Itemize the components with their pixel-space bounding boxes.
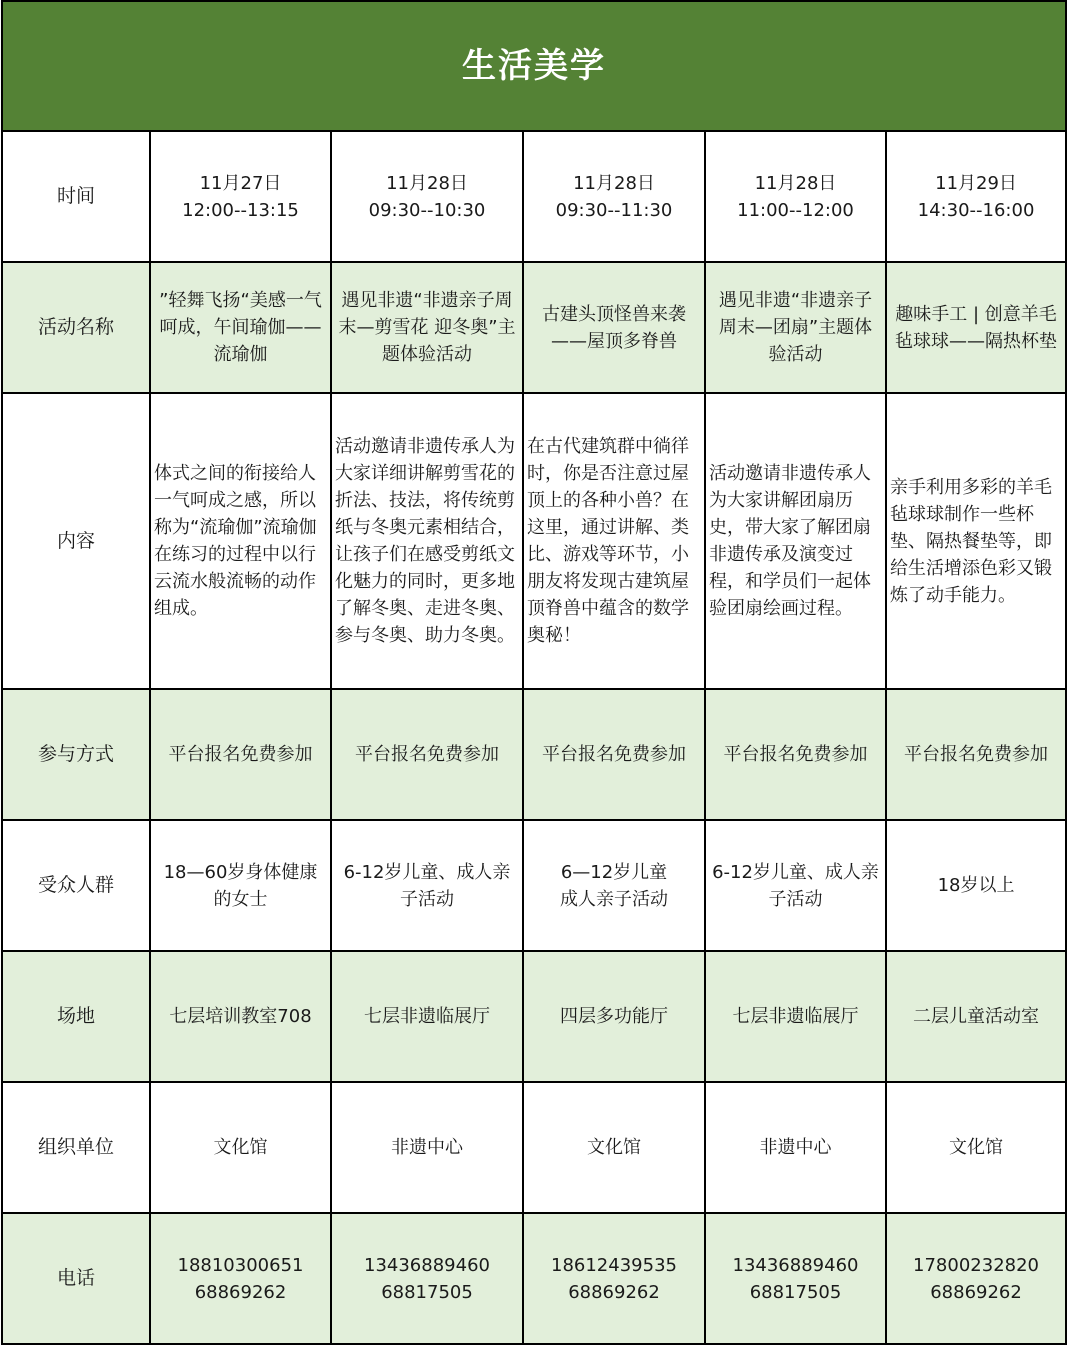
audience-cell: 6-12岁儿童、成人亲子活动: [705, 820, 886, 951]
audience-line: 成人亲子活动: [560, 888, 668, 910]
venue-cell: 七层非遗临展厅: [705, 951, 886, 1082]
name-row: [2, 262, 1066, 393]
activity-name-cell: 遇见非遗“非遗亲子周末—剪雪花 迎冬奥”主题体验活动: [331, 262, 523, 393]
time-cell: [886, 131, 1066, 262]
participation-cell: 平台报名免费参加: [705, 689, 886, 820]
row-label-name: 活动名称: [2, 262, 150, 393]
activity-name-cell: 古建头顶怪兽来袭——屋顶多脊兽: [523, 262, 705, 393]
organizer-cell: 文化馆: [150, 1082, 331, 1213]
phone-number: 68817505: [381, 1281, 473, 1303]
date-text: 11月29日: [935, 172, 1017, 194]
row-label-venue: 场地: [2, 951, 150, 1082]
venue-cell: 四层多功能厅: [523, 951, 705, 1082]
row-label-phone: 电话: [2, 1213, 150, 1344]
row-label-time: 时间: [2, 131, 150, 262]
time-text: 11:00--12:00: [737, 199, 854, 221]
time-text: 09:30--10:30: [368, 199, 486, 221]
organizer-cell: 非遗中心: [705, 1082, 886, 1213]
phone-number: 17800232820: [913, 1254, 1040, 1276]
phone-cell: [150, 1213, 331, 1344]
activity-name-cell: 遇见非遗“非遗亲子周末—团扇”主题体验活动: [705, 262, 886, 393]
phone-cell: [523, 1213, 705, 1344]
phone-number: 68869262: [930, 1281, 1022, 1303]
participation-cell: 平台报名免费参加: [886, 689, 1066, 820]
date-text: 11月27日: [199, 172, 282, 194]
audience-cell: [523, 820, 705, 951]
time-cell: [150, 131, 331, 262]
time-cell: [523, 131, 705, 262]
venue-cell: 二层儿童活动室: [886, 951, 1066, 1082]
phone-number: 13436889460: [732, 1254, 859, 1276]
audience-line: 6—12岁儿童: [560, 861, 668, 883]
time-row: [2, 131, 1066, 262]
content-cell: 在古代建筑群中徜徉时，你是否注意过屋顶上的各种小兽？在这里，通过讲解、类比、游戏等环节，小朋友将发现古建筑屋顶脊兽中蕴含的数学奥秘！: [523, 393, 705, 689]
audience-cell: 18—60岁身体健康的女士: [150, 820, 331, 951]
participation-cell: 平台报名免费参加: [331, 689, 523, 820]
phone-cell: [331, 1213, 523, 1344]
participation-row: [2, 689, 1066, 820]
phone-cell: [886, 1213, 1066, 1344]
date-text: 11月28日: [386, 172, 468, 194]
phone-number: 18612439535: [551, 1254, 677, 1276]
phone-number: 68869262: [194, 1281, 287, 1303]
venue-cell: 七层培训教室708: [150, 951, 331, 1082]
phone-number: 13436889460: [364, 1254, 490, 1276]
participation-cell: 平台报名免费参加: [150, 689, 331, 820]
audience-cell: 6-12岁儿童、成人亲子活动: [331, 820, 523, 951]
phone-number: 18810300651: [177, 1254, 304, 1276]
content-cell: 活动邀请非遗传承人为大家讲解团扇历史，带大家了解团扇非遗传承及演变过程，和学员们一起体验团扇绘画过程。: [705, 393, 886, 689]
time-text: 09:30--11:30: [555, 199, 673, 221]
content-cell: 活动邀请非遗传承人为大家详细讲解剪雪花的折法、技法，将传统剪纸与冬奥元素相结合，让孩子们在感受剪纸文化魅力的同时，更多地了解冬奥、走进冬奥、 参与冬奥、助力冬奥。: [331, 393, 523, 689]
phone-row: [2, 1213, 1066, 1344]
page-title: 生活美学: [2, 1, 1066, 131]
time-text: 14:30--16:00: [917, 199, 1035, 221]
venue-row: [2, 951, 1066, 1082]
audience-row: [2, 820, 1066, 951]
date-text: 11月28日: [573, 172, 655, 194]
organizer-cell: 非遗中心: [331, 1082, 523, 1213]
activity-name-cell: 趣味手工 | 创意羊毛毡球球——隔热杯垫: [886, 262, 1066, 393]
date-text: 11月28日: [754, 172, 837, 194]
row-label-audience: 受众人群: [2, 820, 150, 951]
phone-number: 68869262: [568, 1281, 660, 1303]
content-cell: 体式之间的衔接给人一气呵成之感，所以称为“流瑜伽”流瑜伽在练习的过程中以行云流水般流畅的动作组成。: [150, 393, 331, 689]
phone-cell: [705, 1213, 886, 1344]
participation-cell: 平台报名免费参加: [523, 689, 705, 820]
organizer-cell: 文化馆: [886, 1082, 1066, 1213]
activity-name-cell: ”轻舞飞扬“美感一气呵成，午间瑜伽——流瑜伽: [150, 262, 331, 393]
title-row: [2, 1, 1066, 131]
time-text: 12:00--13:15: [182, 199, 299, 221]
content-cell: 亲手利用多彩的羊毛毡球球制作一些杯垫、隔热餐垫等，即给生活增添色彩又锻炼了动手能力。: [886, 393, 1066, 689]
time-cell: [331, 131, 523, 262]
organizer-cell: 文化馆: [523, 1082, 705, 1213]
row-label-participation: 参与方式: [2, 689, 150, 820]
organizer-row: [2, 1082, 1066, 1213]
time-cell: [705, 131, 886, 262]
row-label-organizer: 组织单位: [2, 1082, 150, 1213]
row-label-content: 内容: [2, 393, 150, 689]
content-row: [2, 393, 1066, 689]
audience-cell: 18岁以上: [886, 820, 1066, 951]
activity-schedule-table: [1, 0, 1067, 1345]
venue-cell: 七层非遗临展厅: [331, 951, 523, 1082]
phone-number: 68817505: [749, 1281, 842, 1303]
